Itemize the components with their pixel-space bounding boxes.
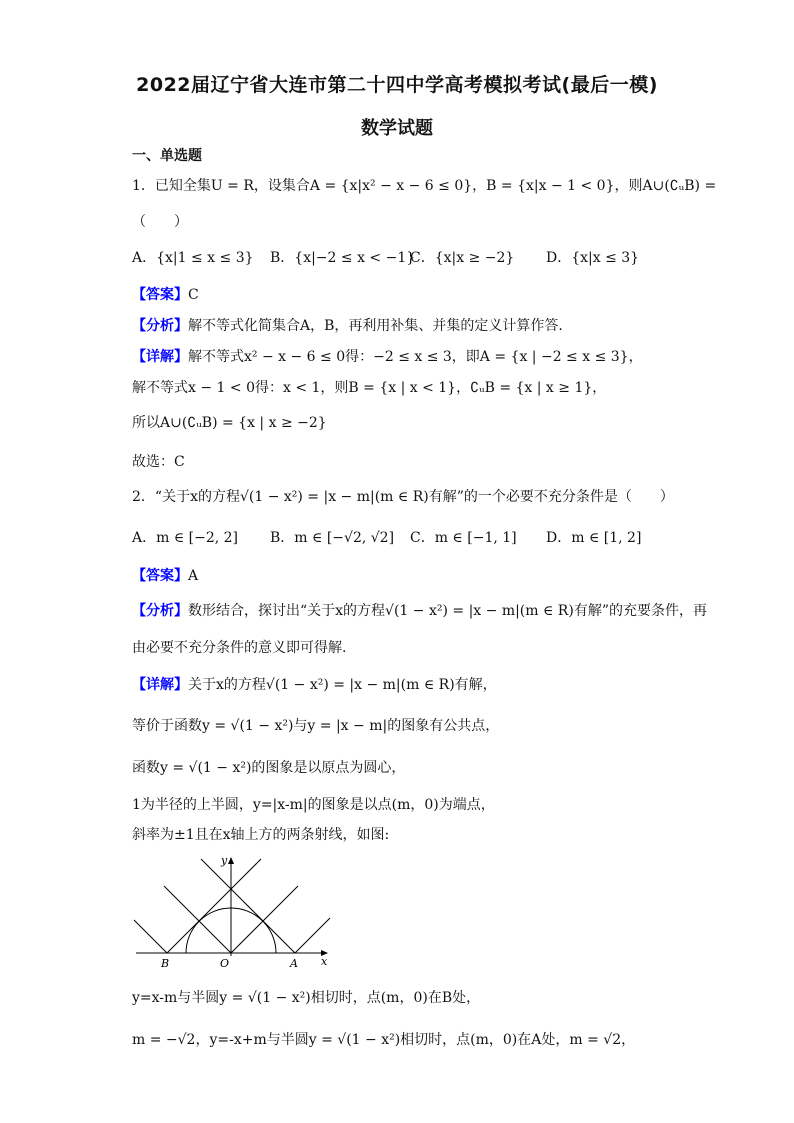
q1-detail-4: 故选：C — [132, 454, 185, 470]
q2-option-b: B．m ∈ [−√2, √2] — [270, 530, 395, 546]
q2-answer-line — [132, 566, 198, 586]
q1-detail-1: 解不等式x² − x − 6 ≤ 0得：−2 ≤ x ≤ 3，即A = {x | −2 ≤ x ≤ 3}， — [188, 349, 643, 365]
ray-o-up-left — [164, 886, 231, 953]
y-axis-arrow — [228, 857, 234, 864]
q1-detail-line-1 — [132, 347, 643, 367]
q1-option-d: D．{x|x ≤ 3} — [546, 250, 640, 266]
label-b: B — [161, 957, 170, 970]
q2-detail-7: m = −√2，y=-x+m与半圆y = √(1 − x²)相切时，点(m，0)在A处，m = √2， — [132, 1032, 636, 1048]
q2-analysis-1: 数形结合，探讨出“关于x的方程√(1 − x²) = |x − m|(m ∈ R)有解”的充要条件，再 — [188, 603, 707, 619]
detail-tag: 【详解】 — [132, 677, 188, 693]
q1-stem: 1．已知全集U = R，设集合A = {x|x² − x − 6 ≤ 0}，B = {x|x − 1 < 0}，则A∪(∁ᵤB) = — [132, 178, 717, 194]
label-y: y — [221, 854, 228, 867]
ray-o-up-right — [231, 886, 298, 953]
q1-detail-3: 所以A∪(∁ᵤB) = {x | x ≥ −2} — [132, 415, 327, 431]
q2-option-c: C．m ∈ [−1, 1] — [410, 530, 517, 546]
q2-stem: 2．“关于x的方程√(1 − x²) = |x − m|(m ∈ R)有解”的一个必要不充分条件是（ ） — [132, 489, 674, 505]
q1-option-c: C．{x|x ≥ −2} — [410, 250, 515, 266]
label-o: O — [220, 957, 230, 970]
q1-option-b: B．{x|−2 ≤ x < −1} — [270, 250, 416, 266]
graph-figure — [128, 852, 338, 970]
q1-answer: C — [188, 287, 199, 303]
q2-detail-5: 斜率为±1且在x轴上方的两条射线，如图: — [132, 827, 390, 843]
answer-tag: 【答案】 — [132, 568, 188, 584]
q2-detail-6: y=x-m与半圆y = √(1 − x²)相切时，点(m，0)在B处， — [132, 990, 481, 1006]
q2-detail-4: 1为半径的上半圆，y=|x-m|的图象是以点(m，0)为端点， — [132, 797, 495, 813]
q2-option-d: D．m ∈ [1, 2] — [546, 530, 642, 546]
q1-option-a: A．{x|1 ≤ x ≤ 3} — [132, 250, 254, 266]
label-x: x — [321, 955, 328, 968]
q1-analysis-line — [132, 316, 563, 336]
ray-b-up-right — [167, 859, 261, 953]
ray-a-up-left — [201, 859, 295, 953]
q1-answer-line — [132, 285, 199, 305]
detail-tag: 【详解】 — [132, 349, 188, 365]
q2-analysis-2: 由必要不充分条件的意义即可得解. — [132, 640, 347, 656]
q2-option-a: A．m ∈ [−2, 2] — [132, 530, 239, 546]
q2-detail-3: 函数y = √(1 − x²)的图象是以原点为圆心， — [132, 760, 406, 776]
q2-detail-2: 等价于函数y = √(1 − x²)与y = |x − m|的图象有公共点， — [132, 718, 500, 734]
q1-paren: （ ） — [132, 214, 188, 230]
q2-answer: A — [188, 568, 199, 584]
label-a: A — [290, 957, 298, 970]
ray-b-up-left — [134, 920, 167, 953]
q2-detail-1: 关于x的方程√(1 − x²) = |x − m|(m ∈ R)有解， — [188, 677, 497, 693]
analysis-tag: 【分析】 — [132, 603, 188, 619]
q1-analysis: 解不等式化简集合A，B，再利用补集、并集的定义计算作答. — [188, 318, 563, 334]
title-line-2: 数学试题 — [361, 118, 433, 139]
q2-analysis-line-1 — [132, 601, 707, 621]
ray-a-up-right — [295, 918, 330, 953]
title-line-1: 2022届辽宁省大连市第二十四中学高考模拟考试(最后一模) — [136, 74, 658, 96]
q2-detail-line-1 — [132, 675, 497, 695]
section-heading: 一、单选题 — [132, 148, 202, 164]
answer-tag: 【答案】 — [132, 287, 188, 303]
q1-detail-2: 解不等式x − 1 < 0得：x < 1，则B = {x | x < 1}，∁ᵤB = {x | x ≥ 1}， — [132, 380, 607, 396]
analysis-tag: 【分析】 — [132, 318, 188, 334]
